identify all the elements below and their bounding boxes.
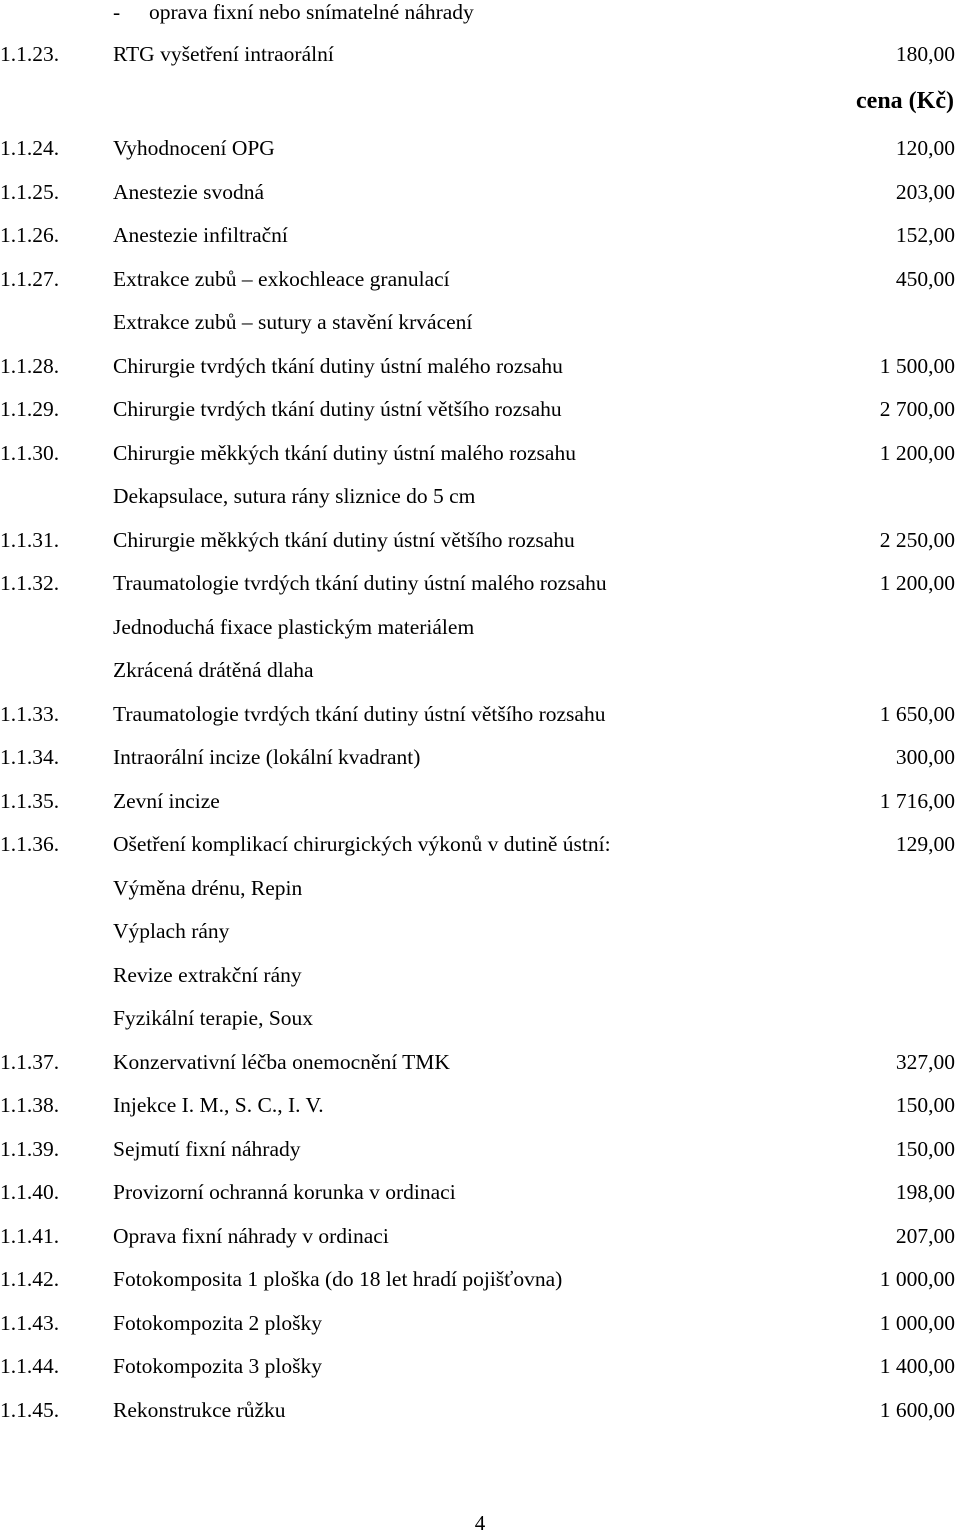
price-row-30 <box>0 437 960 469</box>
price-row-36 <box>0 828 960 860</box>
price-row-41 <box>0 1220 960 1252</box>
item-number: 1.1.34. <box>0 745 60 769</box>
item-name: Fotokompozita 2 plošky <box>113 1311 323 1335</box>
item-number: 1.1.40. <box>0 1180 60 1204</box>
price-row-34 <box>0 741 960 773</box>
item-name: Traumatologie tvrdých tkání dutiny ústní malého rozsahu <box>113 571 607 595</box>
item-number: 1.1.30. <box>0 441 60 465</box>
item-price: 1 200,00 <box>879 571 955 595</box>
item-number: 1.1.44. <box>0 1354 60 1378</box>
item-number: 1.1.38. <box>0 1093 60 1117</box>
item-name: Rekonstrukce růžku <box>113 1398 286 1422</box>
price-row-38 <box>0 1089 960 1121</box>
item-name: Fotokomposita 1 ploška (do 18 let hradí pojišťovna) <box>113 1267 563 1291</box>
price-row-32 <box>0 567 960 599</box>
item-price: 1 400,00 <box>879 1354 955 1378</box>
item-name: Chirurgie tvrdých tkání dutiny ústní většího rozsahu <box>113 397 562 421</box>
item-number: 1.1.39. <box>0 1137 60 1161</box>
item-name: Chirurgie měkkých tkání dutiny ústní většího rozsahu <box>113 528 575 552</box>
item-number: 1.1.32. <box>0 571 60 595</box>
item-number: 1.1.28. <box>0 354 60 378</box>
item-price: 150,00 <box>895 1093 955 1117</box>
item-name: Vyhodnocení OPG <box>113 136 275 160</box>
item-price: 450,00 <box>895 267 955 291</box>
item-name: Oprava fixní náhrady v ordinaci <box>113 1224 389 1248</box>
item-name: Ošetření komplikací chirurgických výkonů v dutině ústní: <box>113 832 611 856</box>
item-price: 1 500,00 <box>879 354 955 378</box>
item-number: 1.1.31. <box>0 528 60 552</box>
item-name: Sejmutí fixní náhrady <box>113 1137 301 1161</box>
item-price: 2 250,00 <box>879 528 955 552</box>
price-row-36-subline-1 <box>0 872 960 904</box>
item-price: 1 600,00 <box>879 1398 955 1422</box>
price-row-45 <box>0 1394 960 1426</box>
item-price: 327,00 <box>895 1050 955 1074</box>
item-number: 1.1.24. <box>0 136 60 160</box>
price-row-36-subline-3 <box>0 959 960 991</box>
item-price: 207,00 <box>895 1224 955 1248</box>
item-number: 1.1.45. <box>0 1398 60 1422</box>
item-subtext: Výplach rány <box>113 919 230 943</box>
price-row-33 <box>0 698 960 730</box>
item-price: 150,00 <box>895 1137 955 1161</box>
item-name: Zevní incize <box>113 789 220 813</box>
item-subtext: Jednoduchá fixace plastickým materiálem <box>113 615 475 639</box>
item-number: 1.1.27. <box>0 267 60 291</box>
item-price: 1 650,00 <box>879 702 955 726</box>
price-row-32-subline-1 <box>0 611 960 643</box>
price-row-43 <box>0 1307 960 1339</box>
item-number: 1.1.41. <box>0 1224 60 1248</box>
intro-line <box>0 0 960 28</box>
item-number: 1.1.33. <box>0 702 60 726</box>
price-row-28 <box>0 350 960 382</box>
price-row-40 <box>0 1176 960 1208</box>
item-price: 300,00 <box>895 745 955 769</box>
item-name: Anestezie infiltrační <box>113 223 288 247</box>
intro-text: oprava fixní nebo snímatelné náhrady <box>149 0 474 24</box>
item-name: Injekce I. M., S. C., I. V. <box>113 1093 324 1117</box>
price-row-31 <box>0 524 960 556</box>
price-row-25 <box>0 176 960 208</box>
item-number: 1.1.43. <box>0 1311 60 1335</box>
price-row-30-subline <box>0 480 960 512</box>
item-name: Chirurgie měkkých tkání dutiny ústní malého rozsahu <box>113 441 576 465</box>
price-row-26 <box>0 219 960 251</box>
item-number: 1.1.25. <box>0 180 60 204</box>
item-price: 152,00 <box>895 223 955 247</box>
item-number: 1.1.26. <box>0 223 60 247</box>
item-price: 1 000,00 <box>879 1267 955 1291</box>
item-name: Traumatologie tvrdých tkání dutiny ústní většího rozsahu <box>113 702 606 726</box>
item-subtext: Extrakce zubů – sutury a stavění krvácení <box>113 310 473 334</box>
price-row-36-subline-2 <box>0 915 960 947</box>
item-price: 203,00 <box>895 180 955 204</box>
price-row-35 <box>0 785 960 817</box>
page-number: 4 <box>474 1511 486 1535</box>
item-subtext: Revize extrakční rány <box>113 963 302 987</box>
price-row-36-subline-4 <box>0 1002 960 1034</box>
item-name: Intraorální incize (lokální kvadrant) <box>113 745 421 769</box>
item-subtext: Zkrácená drátěná dlaha <box>113 658 314 682</box>
price-row-44 <box>0 1350 960 1382</box>
item-price: 129,00 <box>895 832 955 856</box>
price-row-24 <box>0 132 960 164</box>
price-row-37 <box>0 1046 960 1078</box>
item-name: Fotokompozita 3 plošky <box>113 1354 323 1378</box>
item-subtext: Fyzikální terapie, Soux <box>113 1006 314 1030</box>
item-price: 120,00 <box>895 136 955 160</box>
item-number: 1.1.42. <box>0 1267 60 1291</box>
item-subtext: Dekapsulace, sutura rány sliznice do 5 cm <box>113 484 476 508</box>
price-column-header: cena (Kč) <box>856 88 954 114</box>
item-name: Chirurgie tvrdých tkání dutiny ústní malého rozsahu <box>113 354 563 378</box>
item-price: 1 000,00 <box>879 1311 955 1335</box>
item-number: 1.1.37. <box>0 1050 60 1074</box>
price-row-29 <box>0 393 960 425</box>
item-price: 1 200,00 <box>879 441 955 465</box>
intro-dash: - <box>113 0 121 24</box>
item-number: 1.1.36. <box>0 832 60 856</box>
item-price: 2 700,00 <box>879 397 955 421</box>
item-number: 1.1.23. <box>0 42 60 66</box>
item-price: 198,00 <box>895 1180 955 1204</box>
item-name: Extrakce zubů – exkochleace granulací <box>113 267 450 291</box>
price-row-39 <box>0 1133 960 1165</box>
item-number: 1.1.35. <box>0 789 60 813</box>
price-row-42 <box>0 1263 960 1295</box>
price-row-27-subline <box>0 306 960 338</box>
price-row-23 <box>0 38 960 70</box>
item-name: RTG vyšetření intraorální <box>113 42 334 66</box>
item-name: Provizorní ochranná korunka v ordinaci <box>113 1180 456 1204</box>
price-row-32-subline-2 <box>0 654 960 686</box>
item-number: 1.1.29. <box>0 397 60 421</box>
item-price: 180,00 <box>895 42 955 66</box>
item-subtext: Výměna drénu, Repin <box>113 876 303 900</box>
item-price: 1 716,00 <box>879 789 955 813</box>
item-name: Anestezie svodná <box>113 180 265 204</box>
price-row-27 <box>0 263 960 295</box>
item-name: Konzervativní léčba onemocnění TMK <box>113 1050 450 1074</box>
